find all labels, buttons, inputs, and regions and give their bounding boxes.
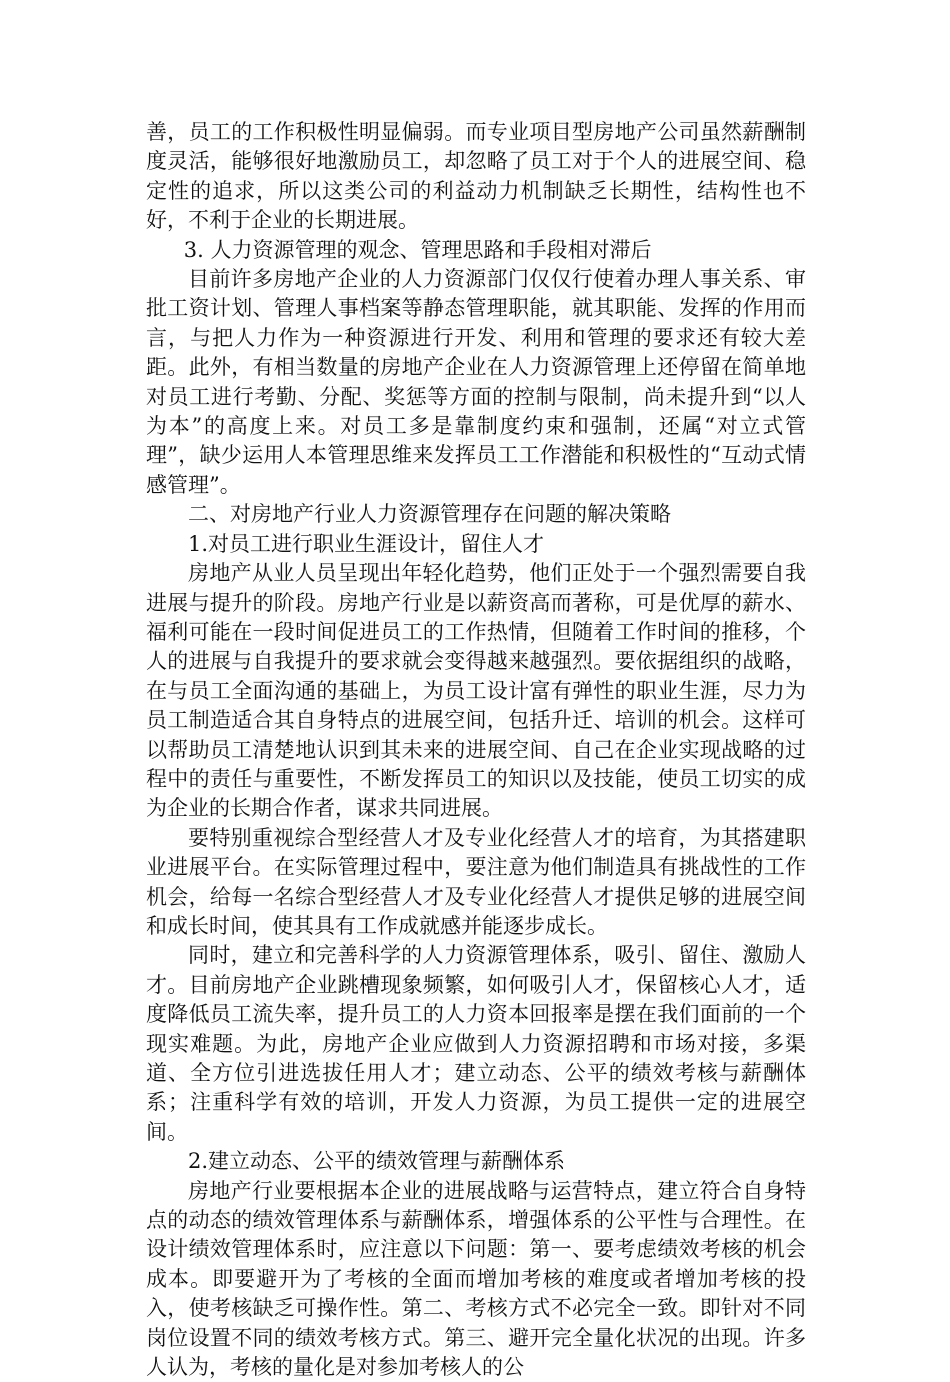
section-heading: 3. 人力资源管理的观念、管理思路和手段相对滞后	[183, 237, 652, 262]
paragraph: 房地产行业要根据本企业的进展战略与运营特点，建立符合自身特点的动态的绩效管理体系与薪酬体系，增强体系的公平性与合理性。在设计绩效管理体系时，应注意以下问题：第一、要考虑绩效考核的机会成本。即要避开为了考核的全面而增加考核的难度或者增加考核的投入，使考核缺乏可操作性。第二、考核方式不必完全一致。即针对不同岗位设置不同的绩效考核方式。第三、避开完全量化状况的出现。许多人认为，考核的量化是对参加考核人的公	[146, 1178, 806, 1380]
document-page	[146, 118, 806, 1382]
paragraph: 同时，建立和完善科学的人力资源管理体系，吸引、留住、激励人才。目前房地产企业跳槽现象频繁，如何吸引人才，保留核心人才，适度降低员工流失率，提升员工的人力资本回报率是摆在我们面前的一个现实难题。为此，房地产企业应做到人力资源招聘和市场对接，多渠道、全方位引进选拔任用人才；建立动态、公平的绩效考核与薪酬体系；注重科学有效的培训，开发人力资源，为员工提供一定的进展空间。	[146, 943, 806, 1144]
paragraph: 善，员工的工作积极性明显偏弱。而专业项目型房地产公司虽然薪酬制度灵活，能够很好地激励员工，却忽略了员工对于个人的进展空间、稳定性的追求，所以这类公司的利益动力机制缺乏长期性，结构性也不好，不利于企业的长期进展。	[146, 120, 806, 233]
section-heading: 二、对房地产行业人力资源管理存在问题的解决策略	[188, 502, 671, 527]
paragraph: 房地产从业人员呈现出年轻化趋势，他们正处于一个强烈需要自我进展与提升的阶段。房地产行业是以薪资高而著称，可是优厚的薪水、福利可能在一段时间促进员工的工作热情，但随着工作时间的推移，个人的进展与自我提升的要求就会变得越来越强烈。要依据组织的战略，在与员工全面沟通的基础上，为员工设计富有弹性的职业生涯，尽力为员工制造适合其自身特点的进展空间，包括升迁、培训的机会。这样可以帮助员工清楚地认识到其未来的进展空间、自己在企业实现战略的过程中的责任与重要性，不断发挥员工的知识以及技能，使员工切实的成为企业的长期合作者，谋求共同进展。	[146, 561, 806, 821]
paragraph: 要特别重视综合型经营人才及专业化经营人才的培育，为其搭建职业进展平台。在实际管理过程中，要注意为他们制造具有挑战性的工作机会，给每一名综合型经营人才及专业化经营人才提供足够的进展空间和成长时间，使其具有工作成就感并能逐步成长。	[146, 825, 806, 938]
paragraph: 目前许多房地产企业的人力资源部门仅仅行使着办理人事关系、审批工资计划、管理人事档案等静态管理职能，就其职能、发挥的作用而言，与把人力作为一种资源进行开发、利用和管理的要求还有较大差距。此外，有相当数量的房地产企业在人力资源管理上还停留在简单地对员工进行考勤、分配、奖惩等方面的控制与限制，尚未提升到“以人为本”的高度上来。对员工多是靠制度约束和强制，还属“对立式管理”，缺少运用人本管理思维来发挥员工工作潜能和积极性的“互动式情感管理”。	[146, 267, 806, 497]
subsection-heading: 1.对员工进行职业生涯设计，留住人才	[188, 531, 545, 556]
subsection-heading: 2.建立动态、公平的绩效管理与薪酬体系	[188, 1149, 566, 1174]
